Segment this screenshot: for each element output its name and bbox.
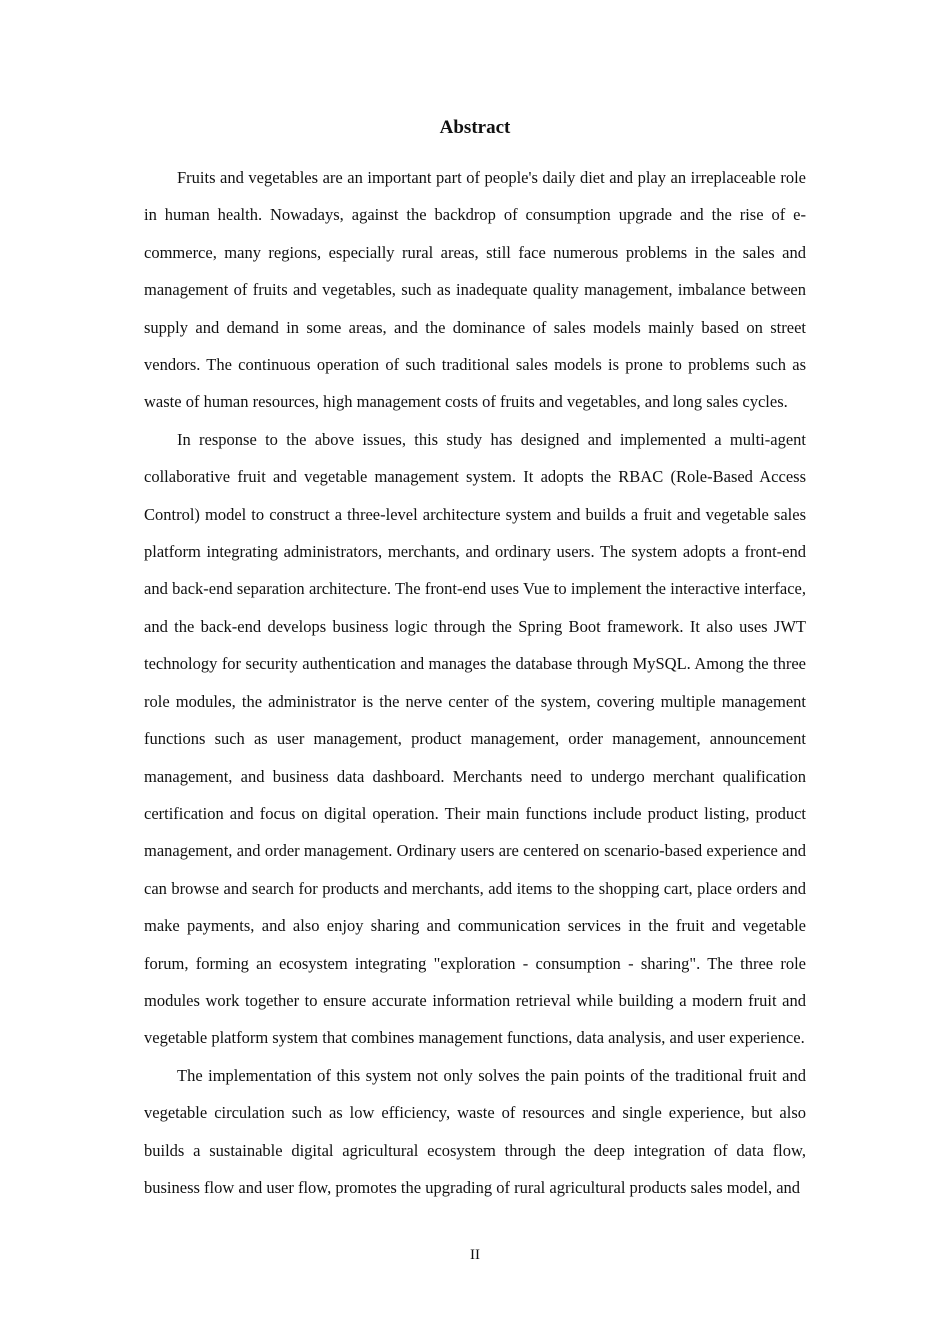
- paragraph-1: Fruits and vegetables are an important part of people's daily diet and play an irreplaceable role in human health. Nowadays, against the backdrop of consumption upgrade and the rise of e-commerce, many regions, especially rural areas, still face numerous problems in the sales and management of fruits and vegetables, such as inadequate quality management, imbalance between supply and demand in some areas, and the dominance of sales models mainly based on street vendors. The continuous operation of such traditional sales models is prone to problems such as waste of human resources, high management costs of fruits and vegetables, and long sales cycles.: [144, 168, 806, 412]
- page-number: II: [470, 1247, 480, 1263]
- paragraph-2: In response to the above issues, this study has designed and implemented a multi-agent collaborative fruit and vegetable management system. It adopts the RBAC (Role-Based Access Control) model to construct a three-level architecture system and builds a fruit and vegetable sales platform integrating administrators, merchants, and ordinary users. The system adopts a front-end and back-end separation architecture. The front-end uses Vue to implement the interactive interface, and the back-end develops business logic through the Spring Boot framework. It also uses JWT technology for security authentication and manages the database through MySQL. Among the three role modules, the administrator is the nerve center of the system, covering multiple management functions such as user management, product management, order management, announcement management, and business data dashboard. Merchants need to undergo merchant qualification certification and focus on digital operation. Their main functions include product listing, product management, and order management. Ordinary users are centered on scenario-based experience and can browse and search for products and merchants, add items to the shopping cart, place orders and make payments, and also enjoy sharing and communication services in the fruit and vegetable forum, forming an ecosystem integrating "exploration - consumption - sharing". The three role modules work together to ensure accurate information retrieval while building a modern fruit and vegetable platform system that combines management functions, data analysis, and user experience.: [144, 429, 806, 1048]
- abstract-body: [144, 159, 806, 1206]
- paragraph-3: The implementation of this system not only solves the pain points of the traditional fruit and vegetable circulation such as low efficiency, waste of resources and single experience, but also builds a sustainable digital agricultural ecosystem through the deep integration of data flow, business flow and user flow, promotes the upgrading of rural agricultural products sales model, and: [144, 1065, 806, 1197]
- page-title: Abstract: [439, 117, 511, 138]
